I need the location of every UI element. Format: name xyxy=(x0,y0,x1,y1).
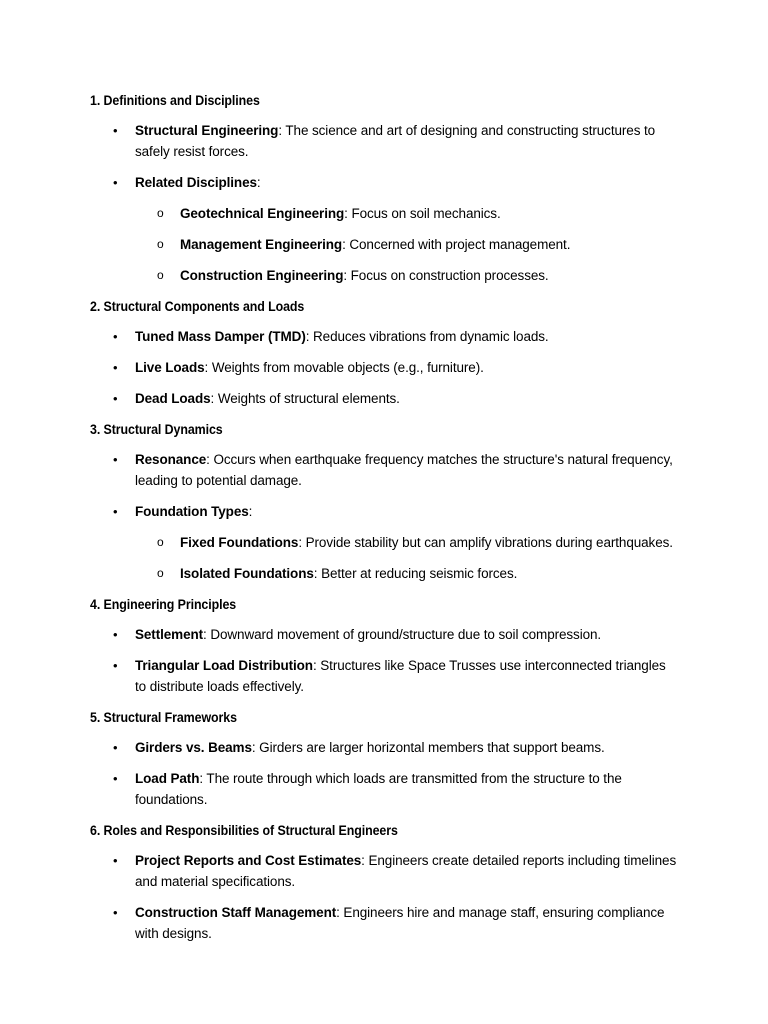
list-item xyxy=(0,768,768,810)
section-heading: 5. Structural Frameworks xyxy=(90,710,237,725)
term-label: Isolated Foundations xyxy=(180,566,314,581)
list-item xyxy=(0,388,768,409)
sub-list-item xyxy=(0,234,768,255)
item-text xyxy=(135,120,680,162)
section-heading: 1. Definitions and Disciplines xyxy=(90,93,260,108)
hollow-bullet-icon: o xyxy=(157,237,164,251)
term-description: : Reduces vibrations from dynamic loads. xyxy=(305,329,549,344)
term-label: Fixed Foundations xyxy=(180,535,299,550)
term-label: Load Path xyxy=(135,771,200,786)
term-description: : xyxy=(256,175,261,190)
term-label: Project Reports and Cost Estimates xyxy=(135,853,362,868)
term-description: : Concerned with project management. xyxy=(342,237,571,252)
item-text xyxy=(180,203,680,224)
bullet-icon: • xyxy=(113,771,118,786)
term-label: Foundation Types xyxy=(135,504,249,519)
term-description: : The science and art of designing and constructing structures to safely resist forces. xyxy=(135,123,656,159)
item-text xyxy=(135,902,680,944)
item-text xyxy=(180,532,680,553)
term-description: : Weights from movable objects (e.g., furniture). xyxy=(204,360,484,375)
hollow-bullet-icon: o xyxy=(157,268,164,282)
item-text xyxy=(135,850,680,892)
term-description: : Provide stability but can amplify vibrations during earthquakes. xyxy=(298,535,673,550)
section xyxy=(0,296,768,409)
term-description: : Weights of structural elements. xyxy=(210,391,400,406)
term-label: Girders vs. Beams xyxy=(135,740,252,755)
term-label: Geotechnical Engineering xyxy=(180,206,345,221)
item-text xyxy=(135,172,680,193)
term-label: Dead Loads xyxy=(135,391,211,406)
term-description: : Structures like Space Trusses use interconnected triangles to distribute loads effectively. xyxy=(135,658,666,694)
section xyxy=(0,820,768,944)
section-heading: 4. Engineering Principles xyxy=(90,597,237,612)
term-description: : Focus on construction processes. xyxy=(343,268,549,283)
document-body xyxy=(0,90,768,954)
term-description: : xyxy=(248,504,253,519)
term-description: : Downward movement of ground/structure due to soil compression. xyxy=(203,627,602,642)
item-text xyxy=(180,234,680,255)
item-text xyxy=(180,265,680,286)
list-item xyxy=(0,850,768,892)
item-text xyxy=(135,326,680,347)
term-description: : The route through which loads are transmitted from the structure to the foundations. xyxy=(135,771,622,807)
list-item xyxy=(0,326,768,347)
term-label: Tuned Mass Damper (TMD) xyxy=(135,329,306,344)
bullet-icon: • xyxy=(113,175,118,190)
list-item xyxy=(0,357,768,378)
item-text xyxy=(135,737,680,758)
bullet-icon: • xyxy=(113,740,118,755)
term-description: : Better at reducing seismic forces. xyxy=(313,566,518,581)
term-label: Management Engineering xyxy=(180,237,343,252)
sub-list-item xyxy=(0,265,768,286)
term-description: : Focus on soil mechanics. xyxy=(344,206,501,221)
section xyxy=(0,90,768,286)
hollow-bullet-icon: o xyxy=(157,535,164,549)
term-description: : Occurs when earthquake frequency matches the structure's natural frequency, leading to potential damage. xyxy=(135,452,673,488)
bullet-icon: • xyxy=(113,391,118,406)
list-item xyxy=(0,172,768,193)
term-label: Resonance xyxy=(135,452,207,467)
term-label: Related Disciplines xyxy=(135,175,257,190)
item-text xyxy=(180,563,680,584)
hollow-bullet-icon: o xyxy=(157,206,164,220)
list-item xyxy=(0,902,768,944)
term-label: Live Loads xyxy=(135,360,205,375)
term-label: Structural Engineering xyxy=(135,123,279,138)
sub-list-item xyxy=(0,532,768,553)
term-label: Settlement xyxy=(135,627,204,642)
bullet-icon: • xyxy=(113,905,118,920)
section xyxy=(0,707,768,810)
bullet-icon: • xyxy=(113,123,118,138)
term-label: Triangular Load Distribution xyxy=(135,658,313,673)
item-text xyxy=(135,449,680,491)
section-heading: 3. Structural Dynamics xyxy=(90,422,223,437)
list-item xyxy=(0,120,768,162)
item-text xyxy=(135,357,680,378)
term-label: Construction Engineering xyxy=(180,268,344,283)
list-item xyxy=(0,501,768,522)
bullet-icon: • xyxy=(113,627,118,642)
section-heading: 6. Roles and Responsibilities of Structural Engineers xyxy=(90,823,398,838)
term-label: Construction Staff Management xyxy=(135,905,337,920)
item-text xyxy=(135,768,680,810)
list-item xyxy=(0,737,768,758)
item-text xyxy=(135,655,680,697)
hollow-bullet-icon: o xyxy=(157,566,164,580)
item-text xyxy=(135,388,680,409)
term-description: : Engineers hire and manage staff, ensuring compliance with designs. xyxy=(135,905,665,941)
section xyxy=(0,419,768,584)
item-text xyxy=(135,624,680,645)
term-description: : Girders are larger horizontal members that support beams. xyxy=(251,740,605,755)
section-heading: 2. Structural Components and Loads xyxy=(90,299,305,314)
sub-list-item xyxy=(0,203,768,224)
bullet-icon: • xyxy=(113,658,118,673)
bullet-icon: • xyxy=(113,504,118,519)
bullet-icon: • xyxy=(113,360,118,375)
sub-list-item xyxy=(0,563,768,584)
item-text xyxy=(135,501,680,522)
section xyxy=(0,594,768,697)
bullet-icon: • xyxy=(113,329,118,344)
bullet-icon: • xyxy=(113,452,118,467)
list-item xyxy=(0,655,768,697)
list-item xyxy=(0,624,768,645)
bullet-icon: • xyxy=(113,853,118,868)
term-description: : Engineers create detailed reports including timelines and material specifications. xyxy=(135,853,677,889)
list-item xyxy=(0,449,768,491)
